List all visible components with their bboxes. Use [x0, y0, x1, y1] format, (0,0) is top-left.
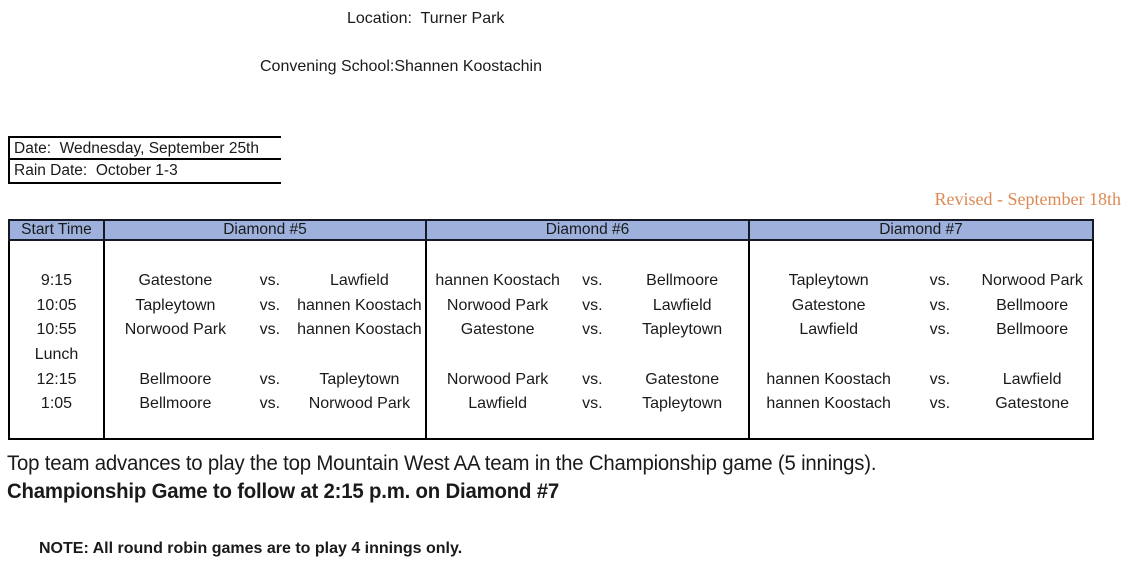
- start-time: 1:05: [40, 395, 73, 413]
- rain-date-line: Rain Date: October 1-3: [10, 160, 281, 184]
- match-row: [427, 269, 748, 294]
- home-team: Norwood Park: [446, 370, 549, 388]
- schedule-table: [8, 219, 1094, 440]
- match-row: [750, 269, 1092, 294]
- vs-label: vs.: [259, 321, 281, 339]
- vs-label: vs.: [929, 296, 951, 314]
- vs-label: vs.: [582, 321, 603, 339]
- away-team: Tapleytown: [642, 395, 723, 413]
- vs-label: vs.: [582, 296, 603, 314]
- convening-school-line: Convening School:Shannen Koostachin: [260, 58, 542, 75]
- start-time-column: [9, 240, 104, 439]
- date-box: [8, 136, 281, 184]
- vs-label: vs.: [929, 370, 951, 388]
- home-team: Gatestone: [138, 272, 213, 290]
- vs-label: vs.: [929, 321, 951, 339]
- championship-note: Championship Game to follow at 2:15 p.m. on Diamond #7: [7, 480, 560, 503]
- home-team: Lawfield: [799, 321, 859, 339]
- diamond-6-column: [426, 240, 749, 439]
- match-row: [750, 294, 1092, 319]
- match-row: [427, 367, 748, 392]
- home-team: hannen Koostach: [766, 370, 891, 388]
- diamond-7-column: [749, 240, 1093, 439]
- away-team: Norwood Park: [981, 272, 1083, 290]
- home-team: hannen Koostach: [766, 395, 891, 413]
- away-team: Lawfield: [330, 272, 389, 290]
- away-team: Bellmoore: [996, 296, 1069, 314]
- schedule-body-row: [9, 240, 1093, 439]
- match-row: [750, 318, 1092, 343]
- home-team: Gatestone: [791, 296, 866, 314]
- match-row: [427, 343, 748, 368]
- away-team: Bellmoore: [996, 321, 1069, 339]
- column-header-diamond-6: Diamond #6: [426, 220, 749, 240]
- vs-label: vs.: [582, 272, 603, 290]
- vs-label: vs.: [929, 395, 951, 413]
- away-team: Gatestone: [645, 370, 720, 388]
- away-team: Tapleytown: [642, 321, 723, 339]
- start-time: Lunch: [34, 346, 79, 364]
- away-team: Lawfield: [652, 296, 712, 314]
- start-time: 12:15: [36, 370, 77, 388]
- match-row: [105, 392, 425, 417]
- away-team: hannen Koostach: [297, 321, 422, 339]
- match-row: [427, 318, 748, 343]
- innings-note: NOTE: All round robin games are to play 4 innings only.: [39, 540, 463, 557]
- match-row: [750, 367, 1092, 392]
- match-row: [105, 294, 425, 319]
- away-team: Lawfield: [1002, 370, 1062, 388]
- home-team: Norwood Park: [124, 321, 227, 339]
- column-header-diamond-7: Diamond #7: [749, 220, 1093, 240]
- home-team: Lawfield: [468, 395, 527, 413]
- diamond-5-column: [104, 240, 426, 439]
- vs-label: vs.: [582, 370, 603, 388]
- vs-label: vs.: [259, 395, 281, 413]
- away-team: hannen Koostach: [297, 296, 422, 314]
- start-time: 9:15: [40, 272, 73, 290]
- home-team: Norwood Park: [446, 296, 549, 314]
- home-team: Bellmoore: [139, 370, 212, 388]
- match-row: [105, 343, 425, 368]
- vs-label: vs.: [259, 272, 281, 290]
- start-time: 10:55: [36, 321, 77, 339]
- advance-note: Top team advances to play the top Mountain West AA team in the Championship game (5 innings).: [7, 452, 877, 475]
- match-row: [105, 269, 425, 294]
- match-row: [750, 392, 1092, 417]
- vs-label: vs.: [259, 370, 281, 388]
- vs-label: vs.: [582, 395, 603, 413]
- away-team: Gatestone: [995, 395, 1070, 413]
- home-team: hannen Koostach: [435, 272, 560, 290]
- vs-label: vs.: [259, 296, 281, 314]
- column-header-diamond-5: Diamond #5: [104, 220, 426, 240]
- match-row: [750, 343, 1092, 368]
- home-team: Gatestone: [460, 321, 535, 339]
- revised-note: Revised - September 18th: [934, 189, 1121, 209]
- away-team: Norwood Park: [308, 395, 411, 413]
- match-row: [105, 318, 425, 343]
- schedule-header-row: [9, 220, 1093, 240]
- home-team: Bellmoore: [139, 395, 212, 413]
- location-line: Location: Turner Park: [347, 10, 505, 27]
- match-row: [105, 367, 425, 392]
- match-row: [427, 392, 748, 417]
- date-line: Date: Wednesday, September 25th: [10, 136, 281, 160]
- home-team: Tapleytown: [135, 296, 216, 314]
- start-time: 10:05: [36, 296, 77, 314]
- away-team: Bellmoore: [646, 272, 719, 290]
- away-team: Tapleytown: [319, 370, 400, 388]
- match-row: [427, 294, 748, 319]
- vs-label: vs.: [929, 272, 951, 290]
- column-header-start-time: Start Time: [9, 220, 104, 240]
- home-team: Tapleytown: [788, 272, 869, 290]
